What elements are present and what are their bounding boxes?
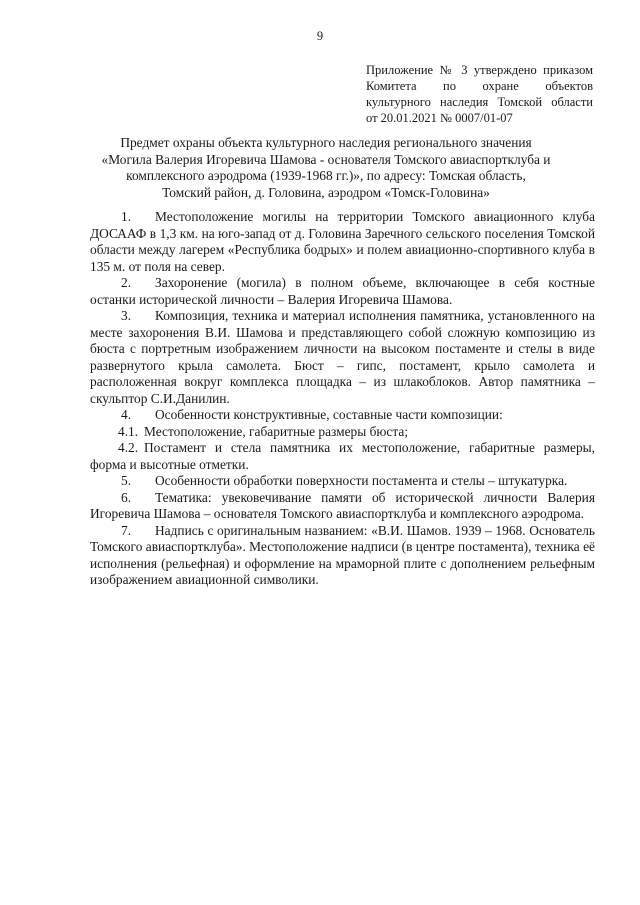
item-text: Местоположение могилы на территории Томского авиационного клуба ДОСААФ в 1,3 км. на юго-запад от д. Головина Заречного сельского поселения Томской области между лагерем «Республика бодрых» и полем авиационно-спортивного клуба в 135 м. от поля на север.	[90, 209, 595, 274]
item-number: 4.1.	[118, 423, 139, 439]
item-number: 2.	[121, 275, 132, 290]
list-item-6	[90, 490, 595, 523]
item-text: Тематика: увековечивание памяти об исторической личности Валерия Игоревича Шамова – основателя Томского авиаспортклуба и комплексного аэродрома.	[90, 489, 595, 521]
appendix-approval-block	[366, 62, 593, 126]
appendix-line: культурного наследия Томской области	[366, 95, 593, 109]
item-text: Захоронение (могила) в полном объеме, включающее в себя костные останки исторической личности – Валерия Игоревича Шамова.	[90, 275, 595, 307]
list-item-5	[90, 473, 595, 490]
document-title	[70, 135, 582, 201]
list-item-3	[90, 308, 595, 407]
item-number: 1.	[121, 209, 132, 224]
item-text: Надпись с оригинальным названием: «В.И. Шамов. 1939 – 1968. Основатель Томского авиаспортклуба». Местоположение надписи (в центре постамента), техника её исполнения (рельефная) и оформление на мраморной плите с дополнением рельефным изображением авиационной символики.	[90, 522, 595, 587]
item-number: 6.	[121, 489, 132, 505]
list-item-4-2	[90, 440, 595, 473]
appendix-line: Комитета по охране объектов	[366, 79, 593, 93]
item-number: 5.	[121, 473, 132, 488]
page-number: 9	[316, 29, 324, 43]
title-line: Предмет охраны объекта культурного наследия регионального значения	[120, 135, 532, 150]
title-line: комплексного аэродрома (1939-1968 гг.)», по адресу: Томская область,	[126, 168, 526, 183]
list-item-2	[90, 275, 595, 308]
item-number: 7.	[121, 522, 132, 538]
item-text: Постамент и стела памятника их местоположение, габаритные размеры, форма и высотные отметки.	[90, 440, 595, 472]
appendix-line: от 20.01.2021 № 0007/01-07	[366, 111, 513, 125]
appendix-line: Приложение № 3 утверждено приказом	[366, 63, 593, 77]
item-text: Особенности конструктивные, составные части композиции:	[155, 407, 503, 422]
document-body	[90, 209, 595, 589]
item-number: 4.	[121, 407, 132, 422]
item-text: Композиция, техника и материал исполнения памятника, установленного на месте захоронения В.И. Шамова и представляющего собой сложную композицию из бюста с портретным изображением личности на высоком постаменте и стелы в виде развернутого крыла самолета. Бюст – гипс, постамент, крыло самолета и расположенная вокруг комплекса площадка – из шлакоблоков. Автор памятника – скульптор С.И.Данилин.	[90, 308, 595, 406]
list-item-1	[90, 209, 595, 275]
item-text: Местоположение, габаритные размеры бюста;	[144, 423, 409, 439]
title-line: Томский район, д. Головина, аэродром «Томск-Головина»	[162, 184, 490, 200]
item-number: 3.	[121, 308, 132, 323]
list-item-4	[90, 407, 595, 424]
item-text: Особенности обработки поверхности постамента и стелы – штукатурка.	[155, 473, 568, 488]
title-line: «Могила Валерия Игоревича Шамова - основателя Томского авиаспортклуба и	[101, 151, 551, 167]
list-item-7	[90, 523, 595, 589]
item-number: 4.2.	[118, 440, 139, 455]
list-item-4-1	[90, 424, 595, 441]
